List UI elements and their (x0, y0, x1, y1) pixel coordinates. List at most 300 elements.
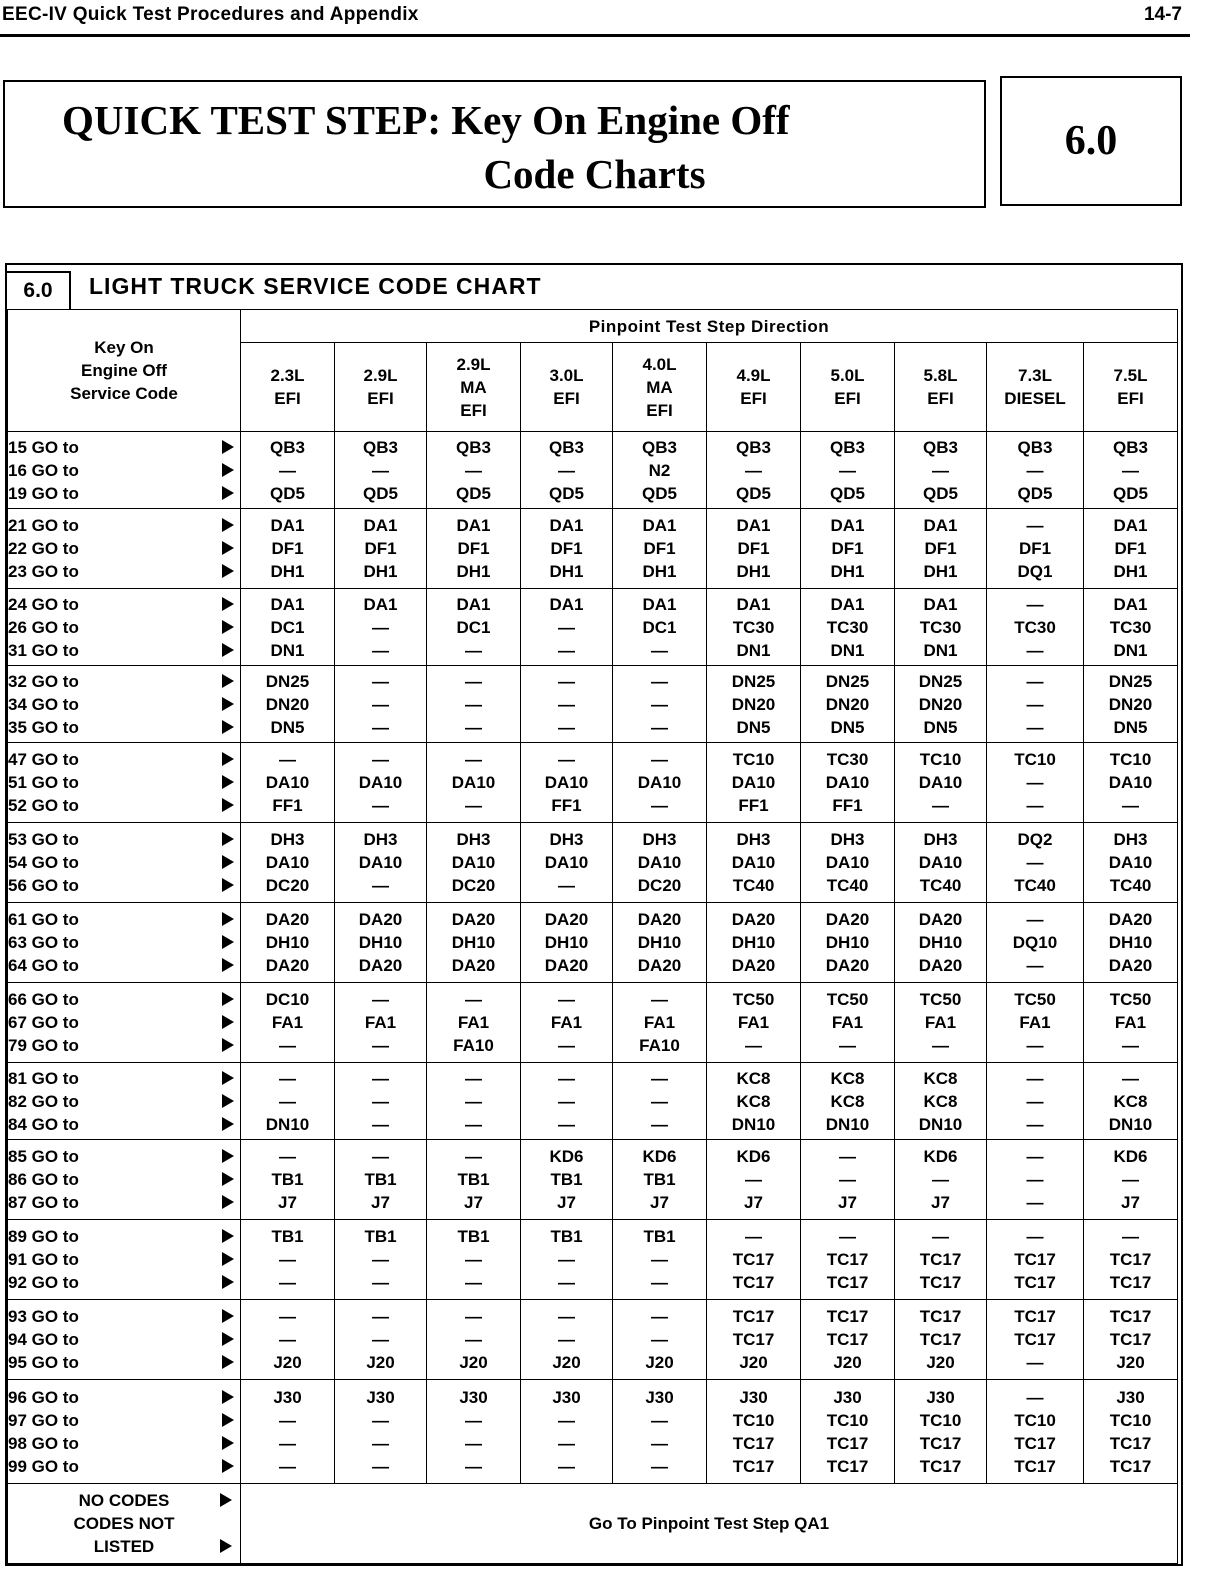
engine-label: MA (460, 377, 487, 397)
service-code: 54 GO to (8, 853, 79, 872)
step-code: — (1026, 773, 1044, 792)
service-code-line (8, 771, 240, 794)
step-cell (613, 509, 707, 589)
step-cell (427, 1063, 521, 1140)
step-code: — (1026, 516, 1044, 535)
step-cell (987, 903, 1084, 983)
step-code: — (558, 750, 575, 769)
service-code-line (8, 1386, 240, 1409)
step-cell (335, 743, 427, 823)
service-code-chart (5, 263, 1183, 1566)
service-code: 53 GO to (8, 830, 79, 849)
step-code: QB3 (1017, 437, 1053, 457)
step-code: TC30 (919, 617, 962, 637)
step-code: TC10 (1014, 750, 1056, 769)
step-code: — (279, 1410, 296, 1430)
step-code: DH1 (270, 562, 305, 581)
step-cell (987, 1380, 1084, 1484)
step-cell (521, 1063, 613, 1140)
title-line-2: Code Charts (483, 151, 706, 197)
step-cell (241, 983, 335, 1063)
service-code: 51 GO to (8, 773, 79, 792)
step-code: DN25 (825, 671, 870, 691)
step-code: TC40 (919, 876, 962, 895)
step-cell (895, 1380, 987, 1484)
service-code: 22 GO to (8, 539, 79, 558)
step-code: — (839, 1170, 856, 1189)
engine-label: 7.5L (1113, 366, 1148, 385)
service-code-line (8, 1011, 240, 1034)
step-code: TC30 (1109, 617, 1152, 637)
step-cell (241, 432, 335, 509)
step-code: QD5 (1113, 483, 1148, 503)
step-code: — (465, 671, 482, 691)
step-cell (427, 743, 521, 823)
arrow-icon (222, 1275, 234, 1289)
step-code: DA1 (642, 516, 677, 535)
step-code: — (372, 796, 389, 815)
step-code: TB1 (457, 1227, 490, 1246)
service-code-line (8, 1351, 240, 1374)
step-code: DA10 (918, 773, 963, 792)
step-code: DA10 (731, 853, 776, 872)
step-code: — (465, 1433, 482, 1453)
arrow-icon (222, 620, 234, 634)
step-code: — (1026, 1147, 1044, 1166)
step-code: FA1 (643, 1013, 676, 1032)
service-code: 96 GO to (8, 1387, 79, 1407)
step-cell (987, 666, 1084, 743)
step-code: TC50 (919, 990, 962, 1009)
step-code: DA20 (451, 910, 496, 929)
step-code: — (651, 1330, 668, 1349)
step-code: TC10 (1109, 1410, 1152, 1430)
step-code: — (558, 1114, 575, 1134)
step-cell (895, 1140, 987, 1220)
step-code: DH3 (642, 830, 677, 849)
step-cell (427, 1220, 521, 1300)
step-code: DA10 (731, 773, 776, 792)
step-code: QD5 (1017, 483, 1053, 503)
step-code: — (1122, 460, 1139, 480)
step-code: — (651, 1273, 668, 1292)
service-code: 81 GO to (8, 1068, 79, 1088)
arrow-icon (222, 440, 234, 454)
step-cell (427, 1140, 521, 1220)
step-cell (613, 1063, 707, 1140)
step-code: DA1 (736, 594, 771, 614)
step-cell (427, 432, 521, 509)
step-code: — (372, 617, 389, 637)
step-code: DF1 (831, 539, 864, 558)
no-codes-row (8, 1484, 1178, 1564)
step-code: KC8 (736, 1068, 771, 1088)
step-cell (241, 509, 335, 589)
arrow-icon (222, 855, 234, 869)
step-code: DA10 (451, 853, 496, 872)
engine-header (987, 343, 1084, 432)
running-title: EEC-IV Quick Test Procedures and Appendix (2, 4, 419, 25)
step-code: QD5 (642, 483, 677, 503)
step-code: — (1026, 1227, 1044, 1246)
step-code: QD5 (736, 483, 771, 503)
step-code: TC30 (826, 750, 869, 769)
step-cell (335, 903, 427, 983)
arrow-icon (222, 697, 234, 711)
step-code: QB3 (456, 437, 491, 457)
step-code: FA1 (1114, 1013, 1147, 1032)
step-code: DA1 (642, 594, 677, 614)
step-code: DA10 (1108, 853, 1153, 872)
step-code: DH3 (830, 830, 865, 849)
step-code: TC17 (1014, 1250, 1056, 1269)
step-code: FA1 (364, 1013, 397, 1032)
arrow-icon (220, 1539, 232, 1553)
step-code: DN1 (270, 640, 305, 660)
step-cell (801, 983, 895, 1063)
step-code: DQ2 (1017, 830, 1053, 849)
step-code: TC17 (1109, 1250, 1152, 1269)
step-code: DA1 (1113, 594, 1148, 614)
step-code: — (372, 1036, 389, 1055)
step-code: — (651, 640, 668, 660)
service-code-line (8, 716, 240, 739)
arrow-icon (222, 935, 234, 949)
step-code: — (651, 671, 668, 691)
step-code: — (932, 1170, 949, 1189)
step-code: DH1 (642, 562, 677, 581)
step-code: DH10 (918, 933, 963, 952)
step-cell (895, 589, 987, 666)
step-code: QD5 (923, 483, 958, 503)
step-code: — (372, 990, 389, 1009)
engine-label: EFI (367, 389, 394, 408)
step-cell (895, 1300, 987, 1380)
step-code: DC10 (265, 990, 310, 1009)
code-group-row (8, 1220, 1178, 1300)
step-code: — (465, 694, 482, 714)
engine-header (521, 343, 613, 432)
step-cell (987, 432, 1084, 509)
step-code: — (1026, 1170, 1044, 1189)
step-code: KC8 (1113, 1091, 1148, 1111)
engine-header (613, 343, 707, 432)
arrow-icon (222, 486, 234, 500)
step-code: — (372, 1410, 389, 1430)
step-code: DC1 (642, 617, 677, 637)
step-cell (1084, 823, 1178, 903)
step-code: DA20 (637, 910, 682, 929)
step-cell (521, 1140, 613, 1220)
service-code-line (8, 1034, 240, 1057)
service-code: 26 GO to (8, 617, 79, 637)
step-cell (613, 983, 707, 1063)
step-code: TC10 (826, 1410, 869, 1430)
step-code: J20 (459, 1353, 488, 1372)
step-code: J20 (273, 1353, 302, 1372)
step-cell (707, 1140, 801, 1220)
step-code: DN20 (1108, 694, 1153, 714)
step-code: DA20 (918, 910, 963, 929)
step-code: FA1 (1019, 1013, 1051, 1032)
step-code: — (558, 990, 575, 1009)
arrow-icon (222, 992, 234, 1006)
step-code: TC17 (1014, 1273, 1056, 1292)
step-code: — (279, 1330, 296, 1349)
code-group-row (8, 1063, 1178, 1140)
step-code: TC17 (826, 1250, 869, 1269)
step-cell (427, 666, 521, 743)
step-code: — (279, 1307, 296, 1326)
step-code: — (651, 1091, 668, 1111)
step-code: J20 (1116, 1353, 1145, 1372)
step-cell (241, 666, 335, 743)
no-codes-cell (8, 1484, 241, 1564)
step-code: TC17 (826, 1273, 869, 1292)
step-code: TB1 (364, 1227, 397, 1246)
code-group-row (8, 666, 1178, 743)
service-code: 86 GO to (8, 1170, 79, 1189)
step-code: QB3 (736, 437, 771, 457)
service-codes-cell (8, 1063, 241, 1140)
service-code: 24 GO to (8, 594, 79, 614)
step-code: TC50 (1109, 990, 1152, 1009)
step-cell (801, 509, 895, 589)
step-code: DH3 (736, 830, 771, 849)
step-cell (335, 1063, 427, 1140)
step-code: DA10 (358, 773, 403, 792)
step-code: DA1 (456, 516, 491, 535)
step-code: TC17 (1109, 1273, 1152, 1292)
service-code: 91 GO to (8, 1250, 79, 1269)
step-code: — (651, 1410, 668, 1430)
step-cell (987, 1140, 1084, 1220)
step-code: FA1 (550, 1013, 583, 1032)
service-code-line (8, 794, 240, 817)
step-cell (1084, 509, 1178, 589)
step-code: TC17 (826, 1433, 869, 1453)
step-code: — (465, 1091, 482, 1111)
step-cell (613, 1220, 707, 1300)
service-code: 64 GO to (8, 956, 79, 975)
step-code: DN10 (918, 1114, 963, 1134)
step-cell (895, 743, 987, 823)
step-code: KC8 (736, 1091, 771, 1111)
step-cell (521, 589, 613, 666)
step-cell (707, 509, 801, 589)
step-code: — (558, 1273, 575, 1292)
service-code-line (8, 954, 240, 977)
step-code: — (651, 1307, 668, 1326)
step-cell (1084, 666, 1178, 743)
code-group-row (8, 823, 1178, 903)
step-code: DA20 (265, 910, 310, 929)
step-cell (801, 666, 895, 743)
service-codes-cell (8, 589, 241, 666)
step-code: DA20 (918, 956, 963, 975)
service-code: 15 GO to (8, 437, 79, 457)
page-header (0, 0, 1190, 37)
engine-label: 2.9L (363, 366, 398, 385)
code-group-row (8, 1300, 1178, 1380)
step-code: — (839, 1227, 856, 1246)
step-code: J7 (371, 1193, 390, 1212)
step-code: — (372, 1250, 389, 1269)
service-code-line (8, 436, 240, 459)
step-code: QD5 (549, 483, 584, 503)
step-code: DH3 (363, 830, 398, 849)
step-code: — (372, 1433, 389, 1453)
step-code: DN1 (1113, 640, 1148, 660)
step-code: DA20 (1108, 910, 1153, 929)
service-code: 16 GO to (8, 460, 79, 480)
step-code: TC40 (1014, 876, 1056, 895)
step-code: DA20 (544, 956, 589, 975)
step-code: J30 (645, 1387, 674, 1407)
step-code: DN1 (830, 640, 865, 660)
engine-label: 5.8L (923, 366, 958, 385)
step-cell (707, 1220, 801, 1300)
step-code: TC17 (1109, 1456, 1152, 1476)
step-code: — (279, 1068, 296, 1088)
code-group-row (8, 983, 1178, 1063)
step-code: TB1 (643, 1170, 676, 1189)
arrow-icon (222, 541, 234, 555)
step-code: — (465, 640, 482, 660)
step-code: — (1026, 694, 1044, 714)
arrow-icon (222, 1436, 234, 1450)
step-code: DN20 (825, 694, 870, 714)
step-code: DA10 (918, 853, 963, 872)
step-cell (801, 1220, 895, 1300)
service-code: 35 GO to (8, 717, 79, 737)
step-code: KC8 (923, 1091, 958, 1111)
service-codes-cell (8, 509, 241, 589)
step-code: DC20 (637, 876, 682, 895)
step-code: — (558, 694, 575, 714)
service-code: 85 GO to (8, 1147, 79, 1166)
service-code-line (8, 537, 240, 560)
step-code: — (279, 1091, 296, 1111)
step-cell (521, 743, 613, 823)
service-codes-cell (8, 1140, 241, 1220)
step-code: FF1 (272, 796, 303, 815)
step-code: DA10 (825, 853, 870, 872)
step-code: DA1 (549, 594, 584, 614)
step-code: TC17 (1109, 1330, 1152, 1349)
step-cell (707, 743, 801, 823)
step-cell (427, 509, 521, 589)
service-code: 97 GO to (8, 1410, 79, 1430)
arrow-icon (222, 912, 234, 926)
step-code: DH3 (456, 830, 491, 849)
code-group-row (8, 1380, 1178, 1484)
step-code: J7 (278, 1193, 297, 1212)
step-code: TC17 (732, 1330, 775, 1349)
step-code: TC50 (732, 990, 775, 1009)
step-code: — (651, 750, 668, 769)
step-code: — (651, 694, 668, 714)
step-code: KD6 (549, 1147, 584, 1166)
step-cell (987, 743, 1084, 823)
step-code: — (651, 1456, 668, 1476)
step-code: — (372, 694, 389, 714)
step-code: J7 (1121, 1193, 1140, 1212)
step-code: — (745, 460, 762, 480)
service-code-line (8, 851, 240, 874)
code-group-row (8, 903, 1178, 983)
header-row (8, 310, 1178, 343)
step-code: — (1026, 1091, 1044, 1111)
arrow-icon (222, 1094, 234, 1108)
step-code: DH10 (1108, 933, 1153, 952)
service-header-line: Key On (94, 338, 154, 357)
step-code: DF1 (924, 539, 957, 558)
engine-label: EFI (553, 389, 580, 408)
service-code-line (8, 1168, 240, 1191)
pinpoint-header: Pinpoint Test Step Direction (241, 310, 1178, 343)
step-code: DH10 (637, 933, 682, 952)
step-code: — (1026, 853, 1044, 872)
step-cell (613, 823, 707, 903)
step-cell (801, 1300, 895, 1380)
engine-label: 4.9L (736, 366, 771, 385)
step-cell (895, 983, 987, 1063)
step-code: DH10 (825, 933, 870, 952)
step-code: DH10 (731, 933, 776, 952)
step-code: — (1026, 460, 1044, 480)
step-code: — (279, 460, 296, 480)
step-code: DA1 (549, 516, 584, 535)
step-code: — (465, 460, 482, 480)
service-code-header (8, 310, 241, 432)
step-code: TB1 (550, 1227, 583, 1246)
step-code: — (745, 1036, 762, 1055)
step-code: FF1 (832, 796, 863, 815)
step-code: FF1 (738, 796, 769, 815)
step-code: DF1 (364, 539, 397, 558)
step-code: — (1122, 1227, 1139, 1246)
arrow-icon (222, 1355, 234, 1369)
engine-label: 4.0L (642, 354, 677, 374)
service-codes-cell (8, 743, 241, 823)
arrow-icon (222, 1015, 234, 1029)
step-cell (241, 589, 335, 666)
step-cell (427, 1380, 521, 1484)
step-code: TC17 (919, 1273, 962, 1292)
service-code: 61 GO to (8, 910, 79, 929)
step-cell (1084, 1220, 1178, 1300)
step-code: J7 (557, 1193, 576, 1212)
step-code: TC17 (919, 1456, 962, 1476)
step-code: KC8 (923, 1068, 958, 1088)
arrow-icon (222, 1332, 234, 1346)
step-cell (427, 823, 521, 903)
step-code: TC17 (732, 1250, 775, 1269)
step-code: — (1026, 1068, 1044, 1088)
step-code: TC10 (732, 1410, 775, 1430)
step-code: DA10 (265, 853, 310, 872)
engine-label: 2.9L (456, 354, 491, 374)
step-code: TC50 (1014, 990, 1056, 1009)
code-table (7, 309, 1178, 1564)
arrow-icon (222, 958, 234, 972)
step-cell (707, 589, 801, 666)
engine-label: 7.3L (1017, 366, 1053, 385)
step-code: DF1 (457, 539, 490, 558)
step-code: DH1 (1113, 562, 1148, 581)
engine-header (427, 343, 521, 432)
